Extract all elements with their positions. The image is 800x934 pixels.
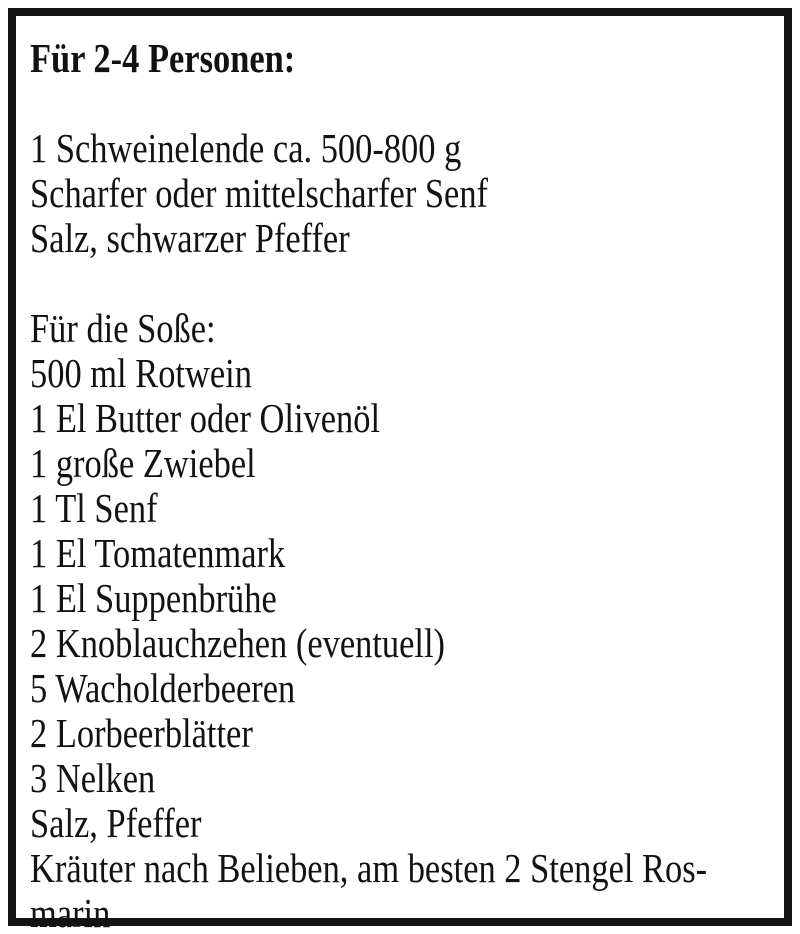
servings-title: Für 2-4 Personen: — [30, 35, 296, 81]
ingredient-line: 1 große Zwiebel — [30, 440, 256, 486]
ingredient-list — [30, 36, 786, 934]
ingredient-line: 500 ml Rotwein — [30, 350, 252, 396]
ingredient-line: 1 El Suppenbrühe — [30, 575, 277, 621]
ingredient-line-wrapped: marin — [30, 890, 111, 934]
ingredient-line: Kräuter nach Belieben, am besten 2 Stengel Ros- — [30, 845, 708, 891]
ingredient-line: 2 Lorbeerblätter — [30, 710, 253, 756]
ingredient-line: 5 Wacholderbeeren — [30, 665, 296, 711]
ingredient-line: 1 El Butter oder Olivenöl — [30, 395, 381, 441]
ingredient-line: 1 El Tomatenmark — [30, 530, 286, 576]
ingredient-line: Salz, Pfeffer — [30, 800, 202, 846]
ingredient-line: 3 Nelken — [30, 755, 156, 801]
ingredient-line: Scharfer oder mittelscharfer Senf — [30, 170, 489, 216]
ingredient-line: 2 Knoblauchzehen (eventuell) — [30, 620, 446, 666]
ingredient-line: 1 Tl Senf — [30, 485, 158, 531]
ingredient-line: Salz, schwarzer Pfeffer — [30, 215, 350, 261]
recipe-frame — [8, 8, 792, 934]
blank-line — [30, 261, 786, 306]
sauce-heading: Für die Soße: — [30, 305, 216, 351]
ingredient-line: 1 Schweinelende ca. 500-800 g — [30, 125, 462, 171]
blank-line — [30, 81, 786, 126]
